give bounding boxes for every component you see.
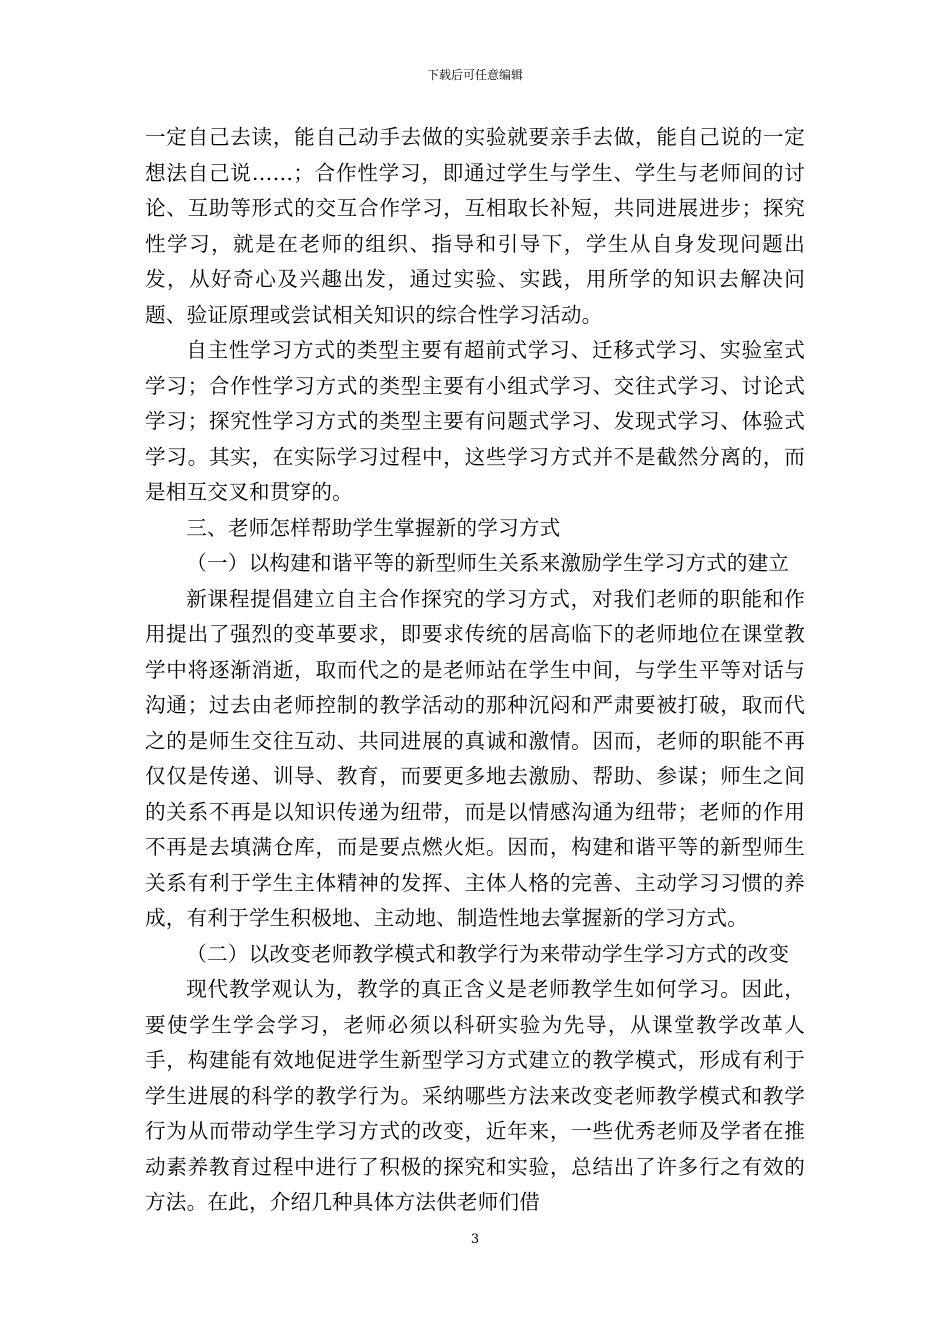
- subsection-heading: （二）以改变老师教学模式和教学行为来带动学生学习方式的改变: [186, 941, 790, 966]
- paragraph: 现代教学观认为，教学的真正含义是老师教学生如何学习。因此，要使学生学会学习，老师必须以科研实验为先导，从课堂教学改革人手，构建能有效地促进学生新型学习方式建立的教学模式，形成有利于学生进展的科学的教学行为。采纳哪些方法来改变老师教学模式和教学行为从而带动学生学习方式的改变，近年来，一些优秀老师及学者在推动素养教育过程中进行了积极的探究和实验，总结出了许多行之有效的方法。在此，介绍几种具体方法供老师们借: [145, 977, 805, 1214]
- paragraph: 新课程提倡建立自主合作探究的学习方式，对我们老师的职能和作用提出了强烈的变革要求，即要求传统的居高临下的老师地位在课堂教学中将逐渐消逝，取而代之的是老师站在学生中间，与学生平等对话与沟通；过去由老师控制的教学活动的那种沉闷和严肃要被打破，取而代之的是师生交往互动、共同进展的真诚和激情。因而，老师的职能不再仅仅是传递、训导、教育，而要更多地去激励、帮助、参谋；师生之间的关系不再是以知识传递为纽带，而是以情感沟通为纽带；老师的作用不再是去填满仓库，而是要点燃火炬。因而，构建和谐平等的新型师生关系有利于学生主体精神的发挥、主体人格的完善、主动学习习惯的养成，有利于学生积极地、主动地、制造性地去掌握新的学习方式。: [145, 586, 805, 930]
- document-body: [145, 120, 805, 1221]
- paragraph-continued: 一定自己去读，能自己动手去做的实验就要亲手去做，能自己说的一定想法自己说……；合作性学习，即通过学生与学生、学生与老师间的讨论、互助等形式的交互合作学习，互相取长补短，共同进展进步；探究性学习，就是在老师的组织、指导和引导下，学生从自身发现问题出发，从好奇心及兴趣出发，通过实验、实践，用所学的知识去解决问题、验证原理或尝试相关知识的综合性学习活动。: [145, 125, 805, 327]
- page-header: 下载后可任意编辑: [426, 68, 523, 82]
- subsection-heading: （一）以构建和谐平等的新型师生关系来激励学生学习方式的建立: [186, 551, 790, 575]
- paragraph: 自主性学习方式的类型主要有超前式学习、迁移式学习、实验室式学习；合作性学习方式的类型主要有小组式学习、交往式学习、讨论式学习；探究性学习方式的类型主要有问题式学习、发现式学习、体验式学习。其实，在实际学习过程中，这些学习方式并不是截然分离的，而是相互交叉和贯穿的。: [145, 338, 805, 504]
- page-number: 3: [470, 1232, 480, 1247]
- section-heading: 三、老师怎样帮助学生掌握新的学习方式: [186, 515, 561, 540]
